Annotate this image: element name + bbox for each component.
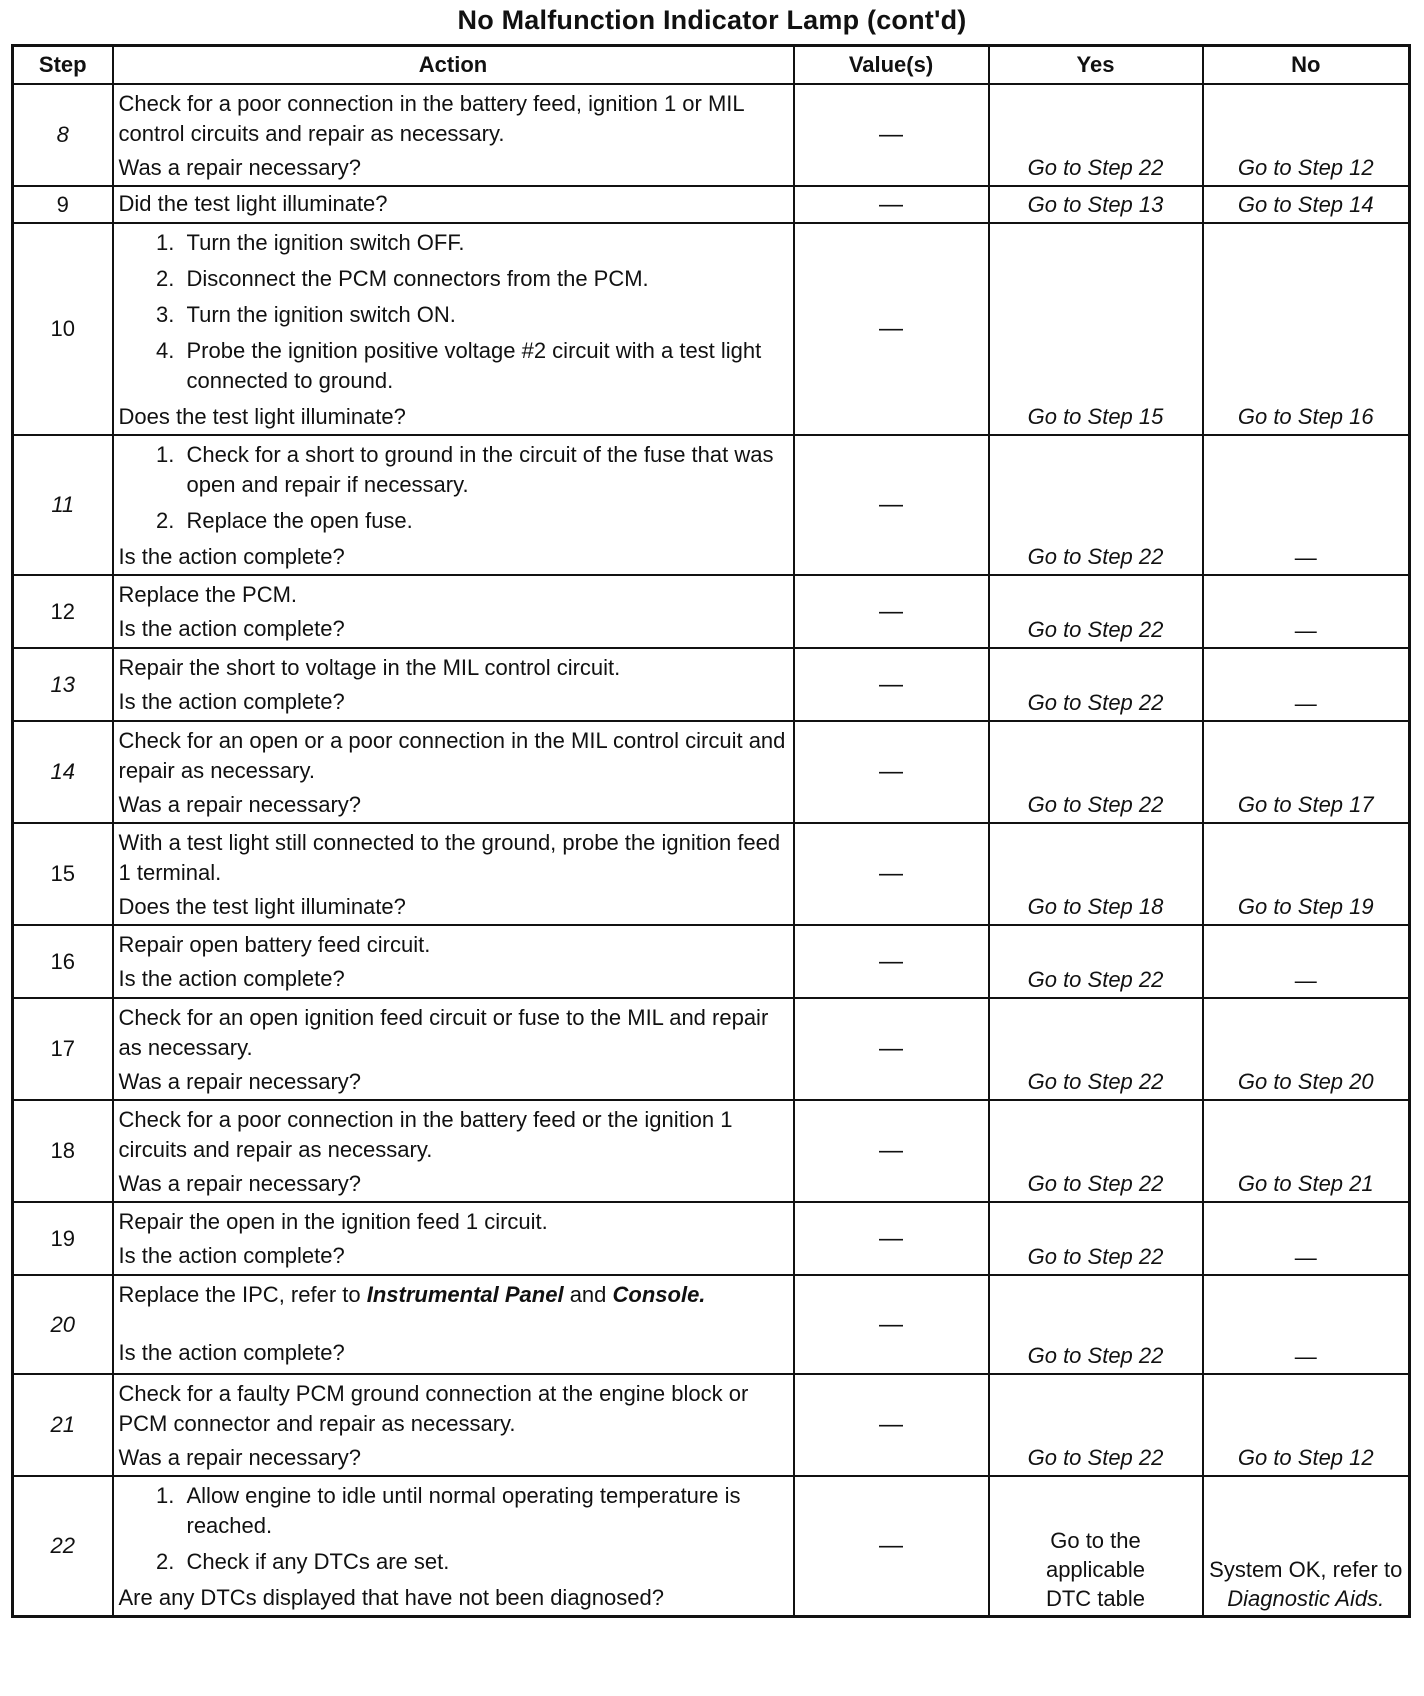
list-item: 1. Turn the ignition switch OFF. bbox=[181, 228, 787, 258]
header-values: Value(s) bbox=[794, 46, 989, 85]
yes-cell: Go to Step 22 bbox=[989, 435, 1203, 575]
no-cell: Go to Step 14 bbox=[1203, 186, 1410, 223]
step-number: 22 bbox=[13, 1476, 113, 1617]
action-cell bbox=[113, 575, 794, 648]
diagnostic-aids-reference: Diagnostic Aids. bbox=[1227, 1586, 1385, 1611]
instrument-panel-reference: Instrumental Panel bbox=[366, 1282, 564, 1307]
step-number: 17 bbox=[13, 998, 113, 1100]
no-cell: Go to Step 12 bbox=[1203, 1374, 1410, 1476]
table-row bbox=[13, 84, 1410, 186]
yes-cell: Go to Step 22 bbox=[989, 925, 1203, 998]
value-cell: — bbox=[794, 435, 989, 575]
action-text: Repair open battery feed circuit. bbox=[118, 932, 431, 957]
yes-cell: Go to the applicable DTC table bbox=[989, 1476, 1203, 1617]
step-number: 15 bbox=[13, 823, 113, 925]
action-cell bbox=[113, 823, 794, 925]
value-cell: — bbox=[794, 925, 989, 998]
action-cell bbox=[113, 1374, 794, 1476]
action-cell bbox=[113, 435, 794, 575]
action-question: Is the action complete? bbox=[118, 1243, 345, 1268]
action-steps-list bbox=[119, 228, 787, 396]
yes-cell: Go to Step 22 bbox=[989, 721, 1203, 823]
action-cell bbox=[113, 223, 794, 435]
value-cell: — bbox=[794, 575, 989, 648]
list-item: 4. Probe the ignition positive voltage #2 circuit with a test light connected to ground. bbox=[181, 336, 787, 396]
yes-cell: Go to Step 13 bbox=[989, 186, 1203, 223]
table-row bbox=[13, 186, 1410, 223]
action-text: Check for a faulty PCM ground connection at the engine block or PCM connector and repair as necessary. bbox=[118, 1381, 749, 1436]
list-item: 2. Replace the open fuse. bbox=[181, 506, 787, 536]
step-number: 13 bbox=[13, 648, 113, 721]
no-cell: — bbox=[1203, 925, 1410, 998]
table-row bbox=[13, 223, 1410, 435]
no-cell: — bbox=[1203, 1275, 1410, 1374]
no-cell: — bbox=[1203, 435, 1410, 575]
list-item: 3. Turn the ignition switch ON. bbox=[181, 300, 787, 330]
table-row bbox=[13, 823, 1410, 925]
value-cell: — bbox=[794, 1202, 989, 1275]
action-text: Check for an open or a poor connection in the MIL control circuit and repair as necessary. bbox=[118, 728, 786, 783]
action-question: Was a repair necessary? bbox=[118, 792, 362, 817]
list-item: 1. Check for a short to ground in the circuit of the fuse that was open and repair if necessary. bbox=[181, 440, 787, 500]
yes-cell: Go to Step 22 bbox=[989, 84, 1203, 186]
action-cell bbox=[113, 1275, 794, 1374]
no-cell: System OK, refer to Diagnostic Aids. bbox=[1203, 1476, 1410, 1617]
value-cell: — bbox=[794, 823, 989, 925]
action-cell bbox=[113, 998, 794, 1100]
diagnostic-table bbox=[11, 44, 1411, 1618]
table-row bbox=[13, 1374, 1410, 1476]
no-cell: — bbox=[1203, 648, 1410, 721]
step-number: 19 bbox=[13, 1202, 113, 1275]
action-steps-list bbox=[119, 440, 787, 536]
value-cell: — bbox=[794, 1476, 989, 1617]
action-cell bbox=[113, 1100, 794, 1202]
action-question: Are any DTCs displayed that have not been diagnosed? bbox=[118, 1585, 664, 1610]
action-question: Was a repair necessary? bbox=[118, 1171, 362, 1196]
action-question: Is the action complete? bbox=[118, 616, 345, 641]
no-cell: — bbox=[1203, 1202, 1410, 1275]
table-row bbox=[13, 1275, 1410, 1374]
action-question: Is the action complete? bbox=[118, 689, 345, 714]
step-number: 8 bbox=[13, 84, 113, 186]
table-row bbox=[13, 998, 1410, 1100]
header-no: No bbox=[1203, 46, 1410, 85]
no-cell: Go to Step 16 bbox=[1203, 223, 1410, 435]
table-row bbox=[13, 1476, 1410, 1617]
step-number: 11 bbox=[13, 435, 113, 575]
action-cell bbox=[113, 925, 794, 998]
list-item: 2. Check if any DTCs are set. bbox=[181, 1547, 787, 1577]
action-question: Does the test light illuminate? bbox=[118, 894, 406, 919]
action-question: Was a repair necessary? bbox=[118, 155, 362, 180]
action-text: Replace the IPC, refer to Instrumental Panel and Console. bbox=[118, 1282, 706, 1307]
yes-cell: Go to Step 22 bbox=[989, 575, 1203, 648]
no-cell: Go to Step 19 bbox=[1203, 823, 1410, 925]
table-row bbox=[13, 435, 1410, 575]
table-row bbox=[13, 575, 1410, 648]
action-cell bbox=[113, 186, 794, 223]
action-text: Repair the open in the ignition feed 1 circuit. bbox=[118, 1209, 548, 1234]
action-cell bbox=[113, 84, 794, 186]
no-cell: Go to Step 21 bbox=[1203, 1100, 1410, 1202]
action-text: Replace the PCM. bbox=[118, 582, 298, 607]
header-action: Action bbox=[113, 46, 794, 85]
action-cell bbox=[113, 648, 794, 721]
value-cell: — bbox=[794, 1275, 989, 1374]
page-title: No Malfunction Indicator Lamp (cont'd) bbox=[457, 5, 967, 35]
yes-cell: Go to Step 22 bbox=[989, 1202, 1203, 1275]
value-cell: — bbox=[794, 223, 989, 435]
header-yes: Yes bbox=[989, 46, 1203, 85]
table-row bbox=[13, 648, 1410, 721]
value-cell: — bbox=[794, 1100, 989, 1202]
step-number: 9 bbox=[13, 186, 113, 223]
value-cell: — bbox=[794, 186, 989, 223]
step-number: 18 bbox=[13, 1100, 113, 1202]
no-cell: Go to Step 12 bbox=[1203, 84, 1410, 186]
step-number: 10 bbox=[13, 223, 113, 435]
console-reference: Console. bbox=[612, 1282, 706, 1307]
value-cell: — bbox=[794, 1374, 989, 1476]
action-text: Check for a poor connection in the battery feed or the ignition 1 circuits and repair as necessary. bbox=[118, 1107, 733, 1162]
action-text: With a test light still connected to the ground, probe the ignition feed 1 terminal. bbox=[118, 830, 781, 885]
no-cell: Go to Step 17 bbox=[1203, 721, 1410, 823]
list-item: 1. Allow engine to idle until normal operating temperature is reached. bbox=[181, 1481, 787, 1541]
action-question: Is the action complete? bbox=[118, 1340, 345, 1365]
action-cell bbox=[113, 1202, 794, 1275]
table-row bbox=[13, 925, 1410, 998]
action-question: Did the test light illuminate? bbox=[118, 191, 388, 216]
step-number: 16 bbox=[13, 925, 113, 998]
step-number: 21 bbox=[13, 1374, 113, 1476]
yes-cell: Go to Step 22 bbox=[989, 1100, 1203, 1202]
action-cell bbox=[113, 1476, 794, 1617]
action-steps-list bbox=[119, 1481, 787, 1577]
yes-cell: Go to Step 18 bbox=[989, 823, 1203, 925]
no-cell: Go to Step 20 bbox=[1203, 998, 1410, 1100]
table-row bbox=[13, 1100, 1410, 1202]
value-cell: — bbox=[794, 648, 989, 721]
yes-cell: Go to Step 22 bbox=[989, 1374, 1203, 1476]
no-cell: — bbox=[1203, 575, 1410, 648]
value-cell: — bbox=[794, 998, 989, 1100]
step-number: 14 bbox=[13, 721, 113, 823]
yes-cell: Go to Step 22 bbox=[989, 1275, 1203, 1374]
action-text: Check for an open ignition feed circuit or fuse to the MIL and repair as necessary. bbox=[118, 1005, 769, 1060]
action-cell bbox=[113, 721, 794, 823]
action-question: Was a repair necessary? bbox=[118, 1445, 362, 1470]
action-question: Does the test light illuminate? bbox=[118, 404, 406, 429]
value-cell: — bbox=[794, 721, 989, 823]
table-header-row bbox=[13, 46, 1410, 85]
action-question: Was a repair necessary? bbox=[118, 1069, 362, 1094]
action-text: Check for a poor connection in the battery feed, ignition 1 or MIL control circuits and repair as necessary. bbox=[118, 91, 744, 146]
action-question: Is the action complete? bbox=[118, 544, 345, 569]
value-cell: — bbox=[794, 84, 989, 186]
yes-cell: Go to Step 22 bbox=[989, 998, 1203, 1100]
list-item: 2. Disconnect the PCM connectors from the PCM. bbox=[181, 264, 787, 294]
action-question: Is the action complete? bbox=[118, 966, 345, 991]
header-step: Step bbox=[13, 46, 113, 85]
table-row bbox=[13, 1202, 1410, 1275]
action-text: Repair the short to voltage in the MIL control circuit. bbox=[118, 655, 621, 680]
step-number: 12 bbox=[13, 575, 113, 648]
table-row bbox=[13, 721, 1410, 823]
step-number: 20 bbox=[13, 1275, 113, 1374]
yes-cell: Go to Step 15 bbox=[989, 223, 1203, 435]
yes-cell: Go to Step 22 bbox=[989, 648, 1203, 721]
